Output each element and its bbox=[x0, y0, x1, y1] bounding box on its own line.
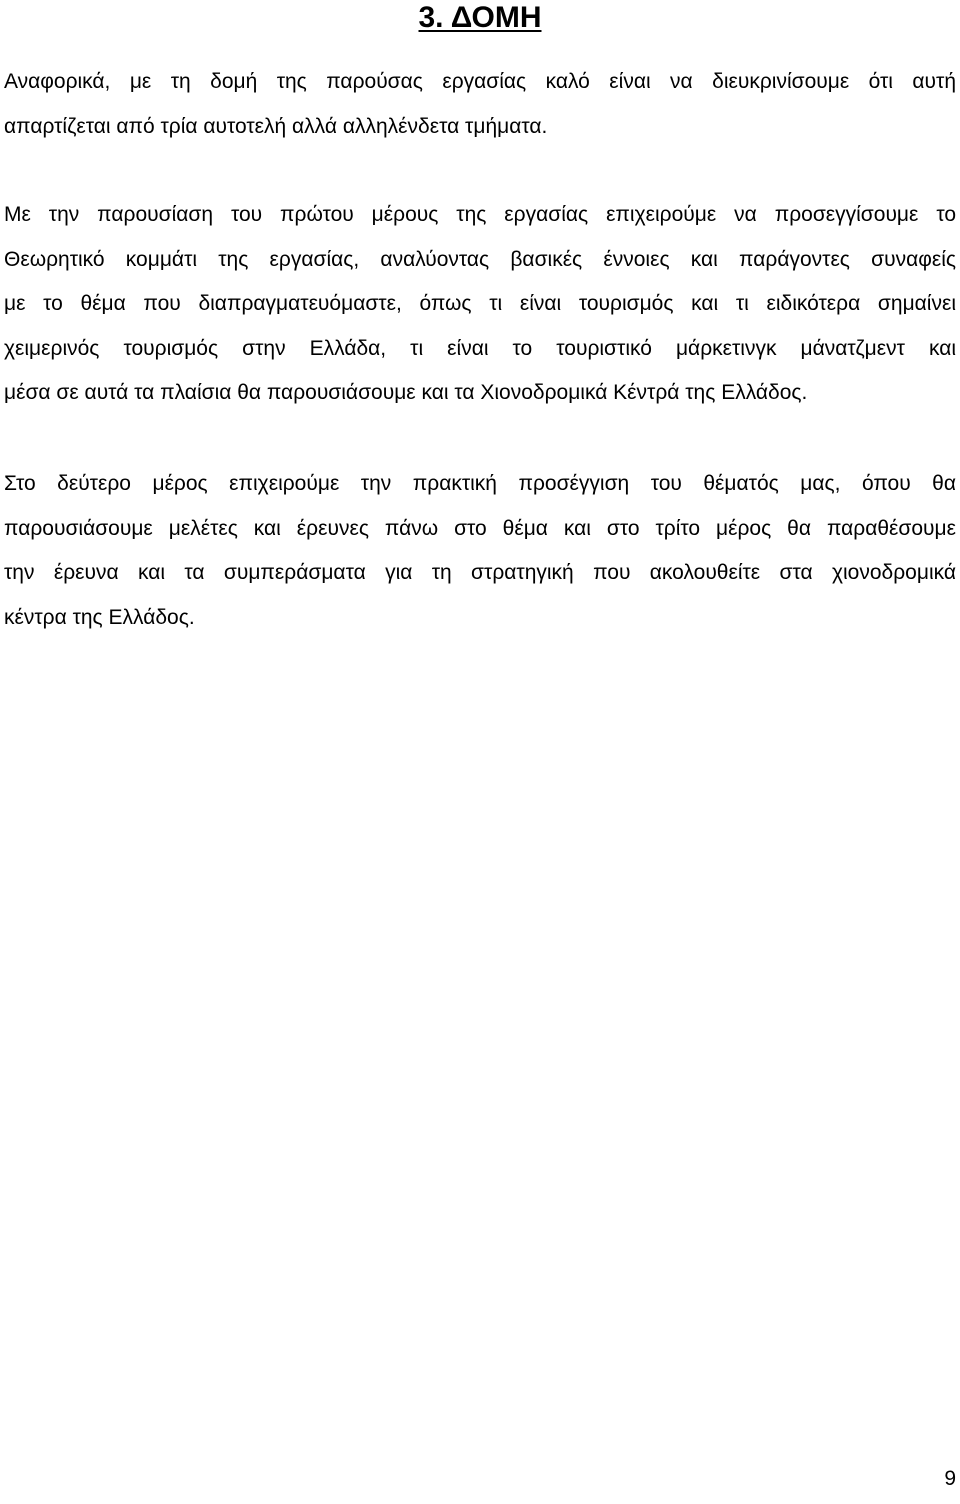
paragraph-line: κέντρα της Ελλάδος. bbox=[4, 605, 195, 629]
paragraph-line: απαρτίζεται από τρία αυτοτελή αλλά αλληλένδετα τμήματα. bbox=[4, 114, 548, 138]
section-heading bbox=[0, 0, 960, 36]
paragraph-line: Αναφορικά, με τη δομή της παρούσας εργασίας καλό είναι να διευκρινίσουμε ότι αυτή bbox=[4, 70, 956, 93]
paragraph-line: με το θέμα που διαπραγματευόμαστε, όπως τι είναι τουρισμός και τι ειδικότερα σημαίνει bbox=[4, 292, 956, 315]
paragraph-line: Στο δεύτερο μέρος επιχειρούμε την πρακτική προσέγγιση του θέματός μας, όπου θα bbox=[4, 472, 956, 495]
paragraph-line: μέσα σε αυτά τα πλαίσια θα παρουσιάσουμε και τα Χιονοδρομικά Κέντρά της Ελλάδος. bbox=[4, 381, 808, 404]
paragraph-line: Με την παρουσίαση του πρώτου μέρους της εργασίας επιχειρούμε να προσεγγίσουμε το bbox=[4, 203, 956, 226]
paragraph-line: παρουσιάσουμε μελέτες και έρευνες πάνω στο θέμα και στο τρίτο μέρος θα παραθέσουμε bbox=[4, 516, 956, 540]
paragraph-line: χειμερινός τουρισμός στην Ελλάδα, τι είναι το τουριστικό μάρκετινγκ μάνατζμεντ και bbox=[4, 336, 956, 360]
paragraph-structure-intro bbox=[4, 60, 956, 149]
paragraph-line: την έρευνα και τα συμπεράσματα για τη στρατηγική που ακολουθείτε στα χιονοδρομικά bbox=[4, 561, 956, 584]
paragraph-first-part bbox=[4, 193, 956, 416]
paragraph-line: Θεωρητικό κομμάτι της εργασίας, αναλύοντας βασικές έννοιες και παράγοντες συναφείς bbox=[4, 247, 956, 271]
section-heading-text: 3. ΔΟΜΗ bbox=[418, 1, 542, 34]
paragraph-second-third-part bbox=[4, 462, 956, 640]
page-number: 9 bbox=[944, 1467, 956, 1490]
